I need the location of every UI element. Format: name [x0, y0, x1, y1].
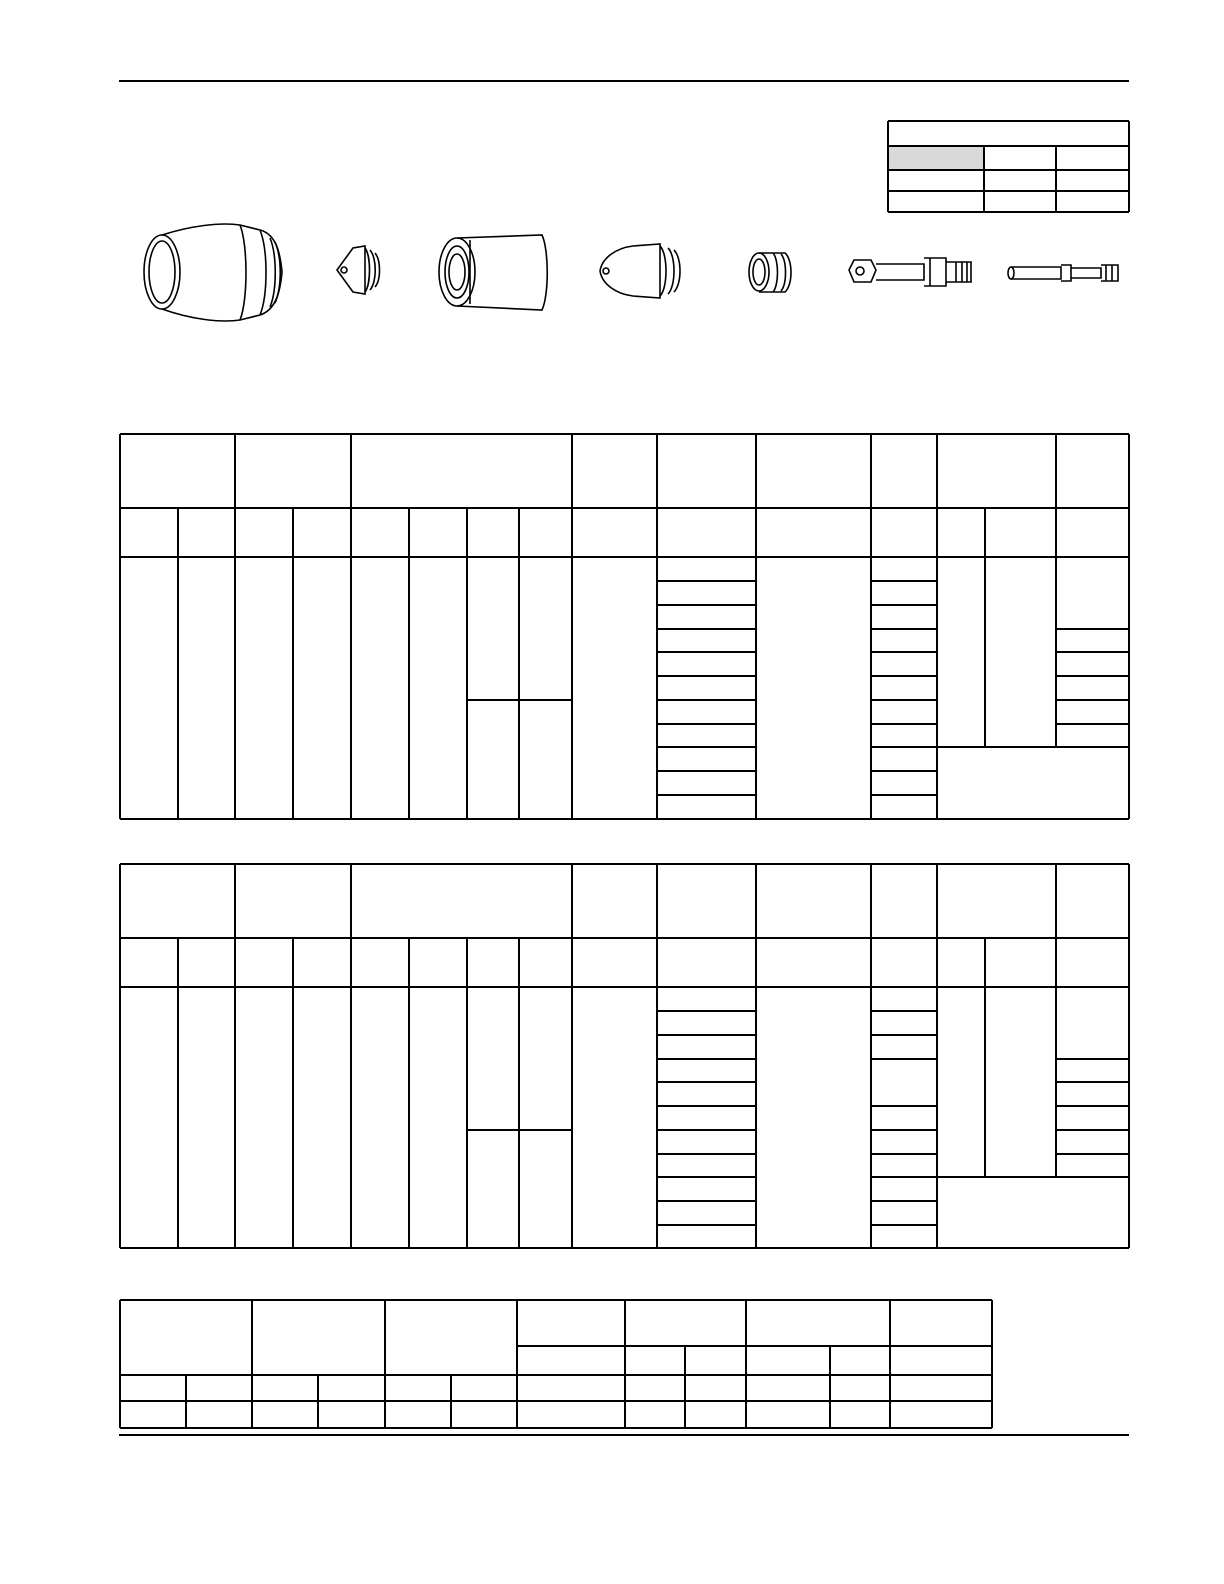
nozzle-icon	[598, 240, 688, 307]
footer-rule	[119, 1434, 1129, 1436]
water-tube-icon	[1006, 262, 1121, 289]
header-rule	[119, 80, 1129, 82]
shield-cap-icon	[335, 238, 385, 305]
legend-shaded-cell	[889, 147, 983, 170]
shield-icon	[140, 220, 300, 330]
retaining-cap-icon	[432, 230, 552, 320]
electrode-icon	[846, 250, 976, 300]
swirl-ring-icon	[745, 250, 800, 300]
